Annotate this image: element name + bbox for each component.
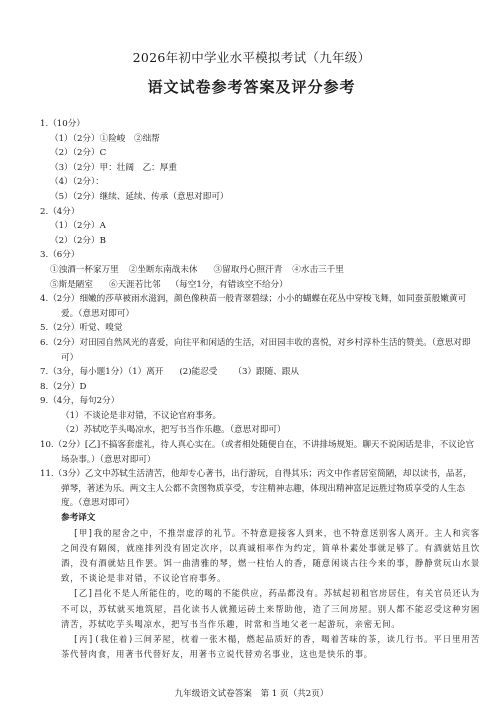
translation-label: 参考译文 <box>61 513 96 524</box>
document-title: 语文试卷参考答案及评分参考 <box>147 78 356 96</box>
page-footer: 九年级语文试卷答案 第 1 页（共2页） <box>174 689 329 699</box>
q3-blank-5: ⑤斯是陋室 <box>50 279 93 290</box>
q9-answer-1: （1）不谈论是非对错，不议论官府事务。 <box>61 410 222 421</box>
q8-answer: 8.（2分）D <box>40 381 87 392</box>
q1-answer-5: （5）（2分）继续、延续、传承（意思对即可） <box>50 191 229 202</box>
q7-answer-1: 7.（3分，每小题1分）（1）离开 <box>40 367 164 378</box>
q1-answer-2: （2）（2分）C <box>50 148 107 159</box>
q2-answer-1: （1）（2分）A <box>50 221 106 232</box>
q3-heading: 3.（6分） <box>40 250 80 261</box>
q2-heading: 2.（4分） <box>40 206 80 217</box>
q3-blank-6: ⑥天涯若比邻 <box>108 279 161 290</box>
q4-answer: 4.（2分）细嫩的莎草被雨水滋润，颜色像秧苗一般青翠碧绿；小小的蝴蝶在花丛中穿梭飞舞，如同蚕茧般嫩黄可爱。（意思对即可） <box>40 294 467 319</box>
q11-answer: 11.（3分）乙文中苏轼生活清苦，他却专心著书，出行游玩，自得其乐；丙文中作者居室简陋，却以读书，品茗，弹琴，著述为乐。两文主人公都不贪图物质享受，专注精神志趣，体现出精神富足远胜过物质享受的人生态度。（意思对即可） <box>40 469 472 509</box>
q1-heading: 1.（10分） <box>40 119 85 129</box>
translation-bing: [丙](我住着)三间茅屋，枕着一张木榻，燃起品质好的香，喝着苦味的茶，读几行书。平日里用苦茶代替肉食，用著书代替好友，用著书立说代替劝名事业，这也是快乐的事。 <box>61 634 480 660</box>
q5-answer: 5.（2分）听觉、嗅觉 <box>40 323 123 334</box>
answer-content <box>40 117 480 662</box>
q3-answers-row-1 <box>40 263 480 278</box>
exam-title: 2026年初中学业水平模拟考试（九年级） <box>132 50 371 65</box>
q6-answer: 6.（2分）对田园自然风光的喜爱，向往平和闲适的生活，对田园丰收的喜悦，对乡村淳朴生活的赞美。（意思对即可） <box>40 337 471 363</box>
q7-answer <box>40 365 480 380</box>
q9-heading: 9.（4分，每句2分） <box>40 396 120 407</box>
q1-answer-3: （3）（2分）甲：壮阔 乙：厚重 <box>50 162 177 173</box>
q3-blank-4: ④水击三千里 <box>292 264 344 275</box>
q1-answer-1: （1）（2分）①险峻 ②绌帮 <box>50 133 160 144</box>
q7-answer-3: （3）跟随、跟从 <box>233 367 300 378</box>
q3-blank-3: ③留取丹心照汗青 <box>213 264 283 275</box>
q3-scoring-note: （每空1分，有错该空不给分） <box>170 279 288 290</box>
q3-blank-2: ②坐断东南战未休 <box>128 264 198 275</box>
translation-yi: [乙]昌化不是人所能住的，吃的喝的不能供应，药品都没有。苏轼起初租官房居住，有关官员还认为不可以，苏轼就买地筑屋，昌化读书人就搬运砖土来帮助他，造了三间房屋。别人都不能忍受这种穷困清苦，苏轼吃芋头喝凉水，把写书当作乐趣，时常和当地父老一起游玩，亲密无间。 <box>61 588 480 629</box>
q9-answer-2: （2）苏轼吃芋头喝凉水，把写书当作乐趣。（意思对即可） <box>61 425 286 436</box>
translation-jia: [甲]我的屋舍之中，不推崇虚浮的礼节。不特意迎接客人到来，也不特意送别客人离开。主人和宾客之间没有隔阂，就座排列没有固定次序，以真诚相率作为约定，简单朴素处事就足够了。有酒就姑且饮酒，没有酒就姑且作罢。饵一曲清雅的琴，燃一柱怡人的香，随意闲谈古往今来的事，静静赏玩山水景致，不谈论是非对错，不议论官府事务。 <box>61 527 480 584</box>
q3-answers-row-2 <box>40 278 480 293</box>
q10-answer: 10.（2分）[乙]不搞客套虚礼，待人真心实在。（或者相处随便自在，不讲排场规矩。聊天不说闲话是非，不议论官场杂事。）（意思对即可） <box>40 440 475 465</box>
q2-answer-2: （2）（2分）B <box>50 235 106 246</box>
q3-blank-1: ①浊酒一杯家万里 <box>50 264 119 275</box>
q1-answer-4: （4）（2分）： <box>50 177 104 188</box>
q7-answer-2: (2)能忍受 <box>179 367 218 378</box>
